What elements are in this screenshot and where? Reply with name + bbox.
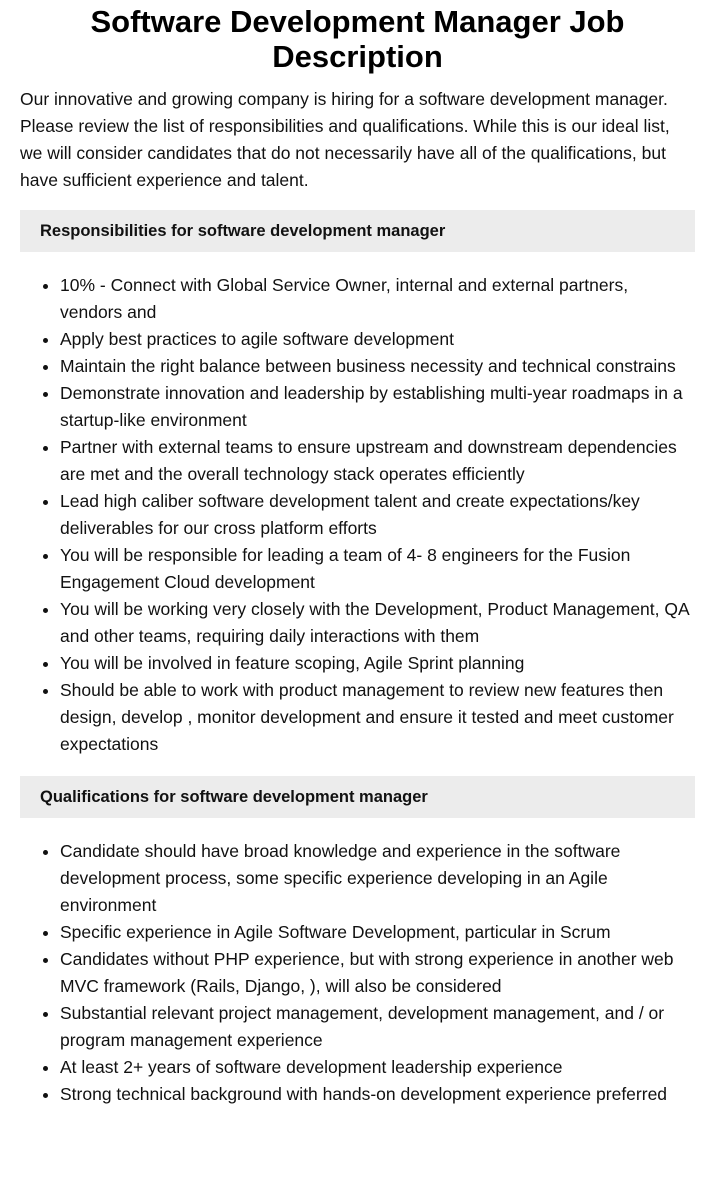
list-item: • You will be working very closely with the Development, Product Management, QA and other teams, requiring daily interactions with them: [60, 596, 695, 650]
list-item: • Strong technical background with hands-on development experience preferred: [60, 1081, 695, 1108]
list-item: • Apply best practices to agile software development: [60, 326, 695, 353]
responsibilities-list: [20, 272, 695, 758]
list-item: • Candidate should have broad knowledge and experience in the software development process, some specific experience developing in an Agile environment: [60, 838, 695, 919]
list-item: • Partner with external teams to ensure upstream and downstream dependencies are met and the overall technology stack operates efficiently: [60, 434, 695, 488]
intro-paragraph: Our innovative and growing company is hiring for a software development manager. Please review the list of responsibilities and qualifications. While this is our ideal list, we will consider candidates that do not necessarily have all of the qualifications, but have sufficient experience and talent.: [20, 89, 670, 190]
list-item: • Lead high caliber software development talent and create expectations/key deliverables for our cross platform efforts: [60, 488, 695, 542]
qualifications-list: [20, 838, 695, 1108]
list-item: • 10% - Connect with Global Service Owner, internal and external partners, vendors and: [60, 272, 695, 326]
list-item: • Demonstrate innovation and leadership by establishing multi-year roadmaps in a startup-like environment: [60, 380, 695, 434]
page-title: Software Development Manager Job Description: [90, 4, 625, 74]
list-item: • Specific experience in Agile Software Development, particular in Scrum: [60, 919, 695, 946]
list-item: • You will be responsible for leading a team of 4- 8 engineers for the Fusion Engagement Cloud development: [60, 542, 695, 596]
responsibilities-heading: Responsibilities for software development manager: [20, 210, 695, 252]
qualifications-heading: Qualifications for software development manager: [20, 776, 695, 818]
list-item: • Candidates without PHP experience, but with strong experience in another web MVC framework (Rails, Django, ), will also be considered: [60, 946, 695, 1000]
list-item: • At least 2+ years of software development leadership experience: [60, 1054, 695, 1081]
list-item: • Should be able to work with product management to review new features then design, develop , monitor development and ensure it tested and meet customer expectations: [60, 677, 695, 758]
list-item: • You will be involved in feature scoping, Agile Sprint planning: [60, 650, 695, 677]
list-item: • Maintain the right balance between business necessity and technical constrains: [60, 353, 695, 380]
list-item: • Substantial relevant project management, development management, and / or program management experience: [60, 1000, 695, 1054]
